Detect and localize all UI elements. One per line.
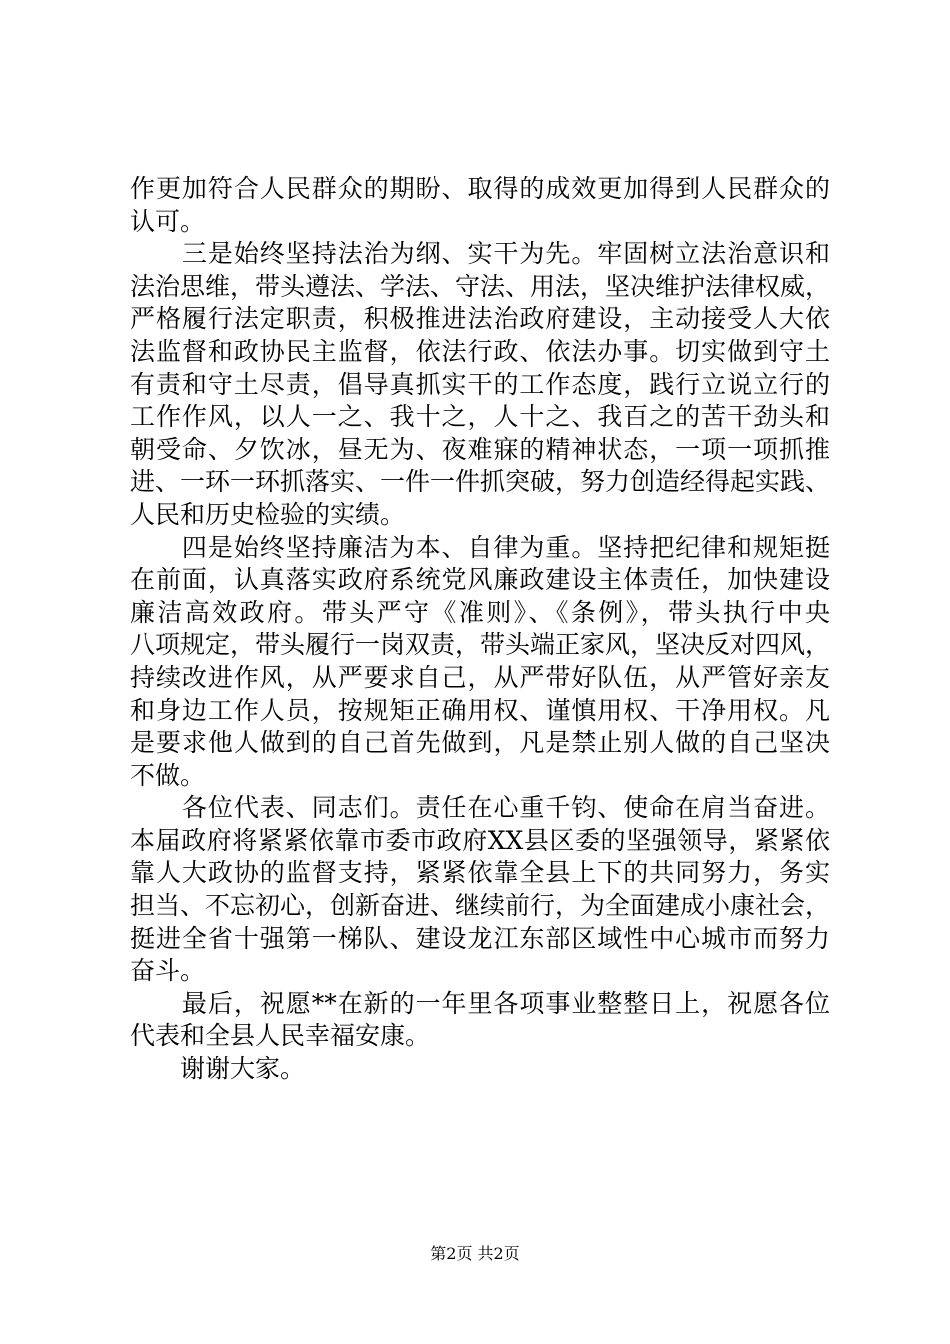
text-line: 四是始终坚持廉洁为本、自律为重。坚持把纪律和规矩挺 [130, 532, 830, 562]
text-line: 三是始终坚持法治为纲、实干为先。牢固树立法治意识和 [130, 239, 830, 269]
page-indicator: 第2页 共2页 [430, 1244, 520, 1263]
text-line: 奋斗。 [130, 956, 206, 986]
document-body [130, 173, 830, 1086]
text-line: 挺进全省十强第一梯队、建设龙江东部区域性中心城市而努力 [130, 923, 830, 953]
text-line: 作更加符合人民群众的期盼、取得的成效更加得到人民群众的 [130, 174, 830, 203]
text-line: 本届政府将紧紧依靠市委市政府XX县区委的坚强领导，紧紧依 [130, 825, 830, 855]
text-line: 代表和全县人民幸福安康。 [130, 1021, 431, 1051]
text-line: 靠人大政协的监督支持，紧紧依靠全县上下的共同努力，务实 [130, 858, 830, 888]
text-line: 和身边工作人员，按规矩正确用权、谨慎用权、干净用权。凡 [130, 695, 830, 725]
text-line: 不做。 [130, 760, 206, 790]
text-line: 有责和守土尽责，倡导真抓实干的工作态度，践行立说立行的 [130, 369, 830, 399]
text-line: 持续改进作风，从严要求自己，从严带好队伍，从严管好亲友 [130, 662, 830, 692]
text-line: 是要求他人做到的自己首先做到，凡是禁止别人做的自己坚决 [130, 728, 830, 758]
page-footer [0, 1244, 950, 1264]
text-line: 进、一环一环抓落实、一件一件抓突破，努力创造经得起实践、 [130, 467, 831, 497]
text-line: 认可。 [130, 206, 206, 236]
text-line: 法监督和政协民主监督，依法行政、依法办事。切实做到守土 [130, 336, 830, 366]
text-line: 担当、不忘初心，创新奋进、继续前行，为全面建成小康社会， [130, 891, 831, 921]
text-line: 廉洁高效政府。带头严守《准则》、《条例》，带头执行中央 [130, 597, 830, 627]
text-line: 法治思维，带头遵法、学法、守法、用法，坚决维护法律权威， [130, 271, 831, 301]
text-line: 在前面，认真落实政府系统党风廉政建设主体责任，加快建设 [130, 565, 830, 595]
text-line: 人民和历史检验的实绩。 [130, 499, 406, 529]
text-line: 谢谢大家。 [130, 1054, 306, 1084]
text-line: 严格履行法定职责，积极推进法治政府建设，主动接受人大依 [130, 304, 830, 334]
text-line: 工作作风，以人一之、我十之，人十之、我百之的苦干劲头和 [130, 402, 830, 432]
text-line: 朝受命、夕饮冰，昼无为、夜难寐的精神状态，一项一项抓推 [130, 434, 830, 464]
text-line: 八项规定，带头履行一岗双责，带头端正家风，坚决反对四风， [130, 630, 831, 660]
text-line: 各位代表、同志们。责任在心重千钧、使命在肩当奋进。 [130, 793, 830, 823]
text-line: 最后，祝愿**在新的一年里各项事业整整日上，祝愿各位 [130, 988, 830, 1018]
